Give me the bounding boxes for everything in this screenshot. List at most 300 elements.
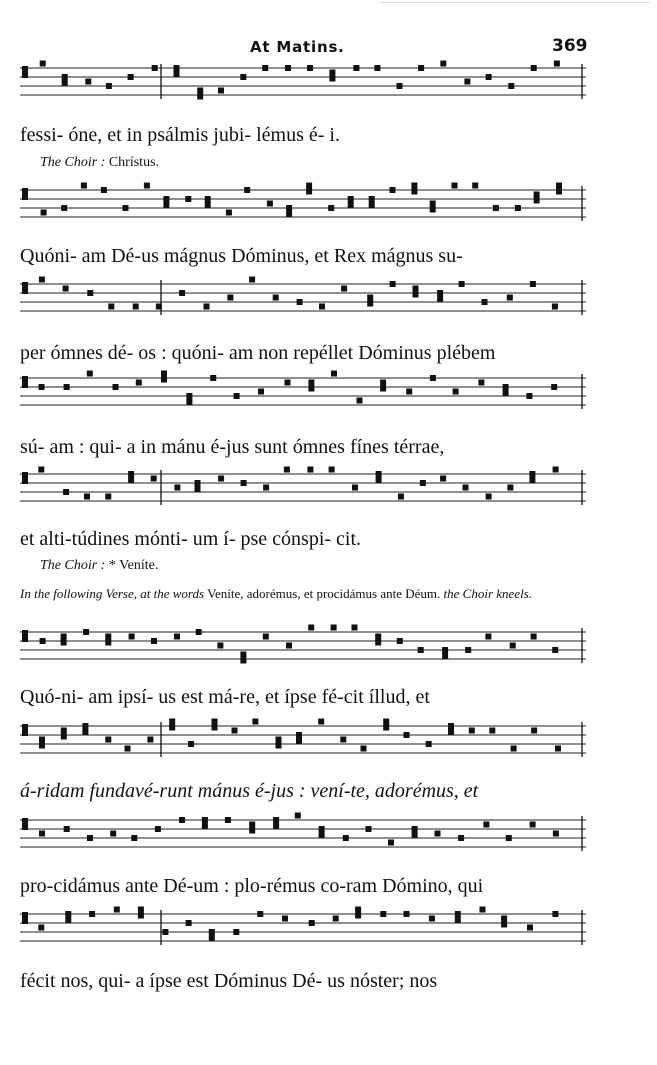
choir-rubric [40, 155, 159, 171]
neume-note [552, 304, 558, 310]
neume-note [61, 640, 67, 646]
neume-note [506, 835, 512, 841]
neume-note [552, 647, 558, 653]
neume-note [376, 477, 382, 483]
neume-note [61, 734, 67, 740]
neume-note [155, 826, 161, 832]
neume-note [195, 480, 201, 486]
clef-mark [22, 630, 28, 642]
neume-note [459, 281, 465, 287]
neume-note [411, 189, 417, 195]
neume-note [174, 634, 180, 640]
neume-note [465, 647, 471, 653]
neume-note [380, 386, 386, 392]
kneeling-instruction [20, 586, 586, 602]
neume-note [486, 494, 492, 500]
neume-note [343, 835, 349, 841]
running-title: At Matins. [250, 38, 345, 56]
neume-note [40, 61, 46, 67]
neume-note [420, 480, 426, 486]
neume-note [276, 743, 282, 749]
neume-note [340, 737, 346, 743]
neume-note [85, 79, 91, 85]
staff-notation [20, 276, 586, 328]
neume-note [240, 74, 246, 80]
neume-note [406, 389, 412, 395]
instruction-italic-end: the Choir kneels. [443, 586, 532, 601]
neume-note [348, 202, 354, 208]
neume-note [398, 494, 404, 500]
neume-note [286, 643, 292, 649]
neume-note [105, 494, 111, 500]
neume-note [508, 83, 514, 89]
neume-note [307, 467, 313, 473]
neume-note [507, 485, 513, 491]
neume-note [87, 835, 93, 841]
neume-note [136, 380, 142, 386]
neume-note [455, 911, 461, 917]
neume-note [39, 737, 45, 743]
neume-note [472, 183, 478, 189]
neume-note [185, 196, 191, 202]
clef-mark [22, 376, 28, 388]
neume-note [110, 831, 116, 837]
neume-note [426, 741, 432, 747]
neume-note [390, 281, 396, 287]
neume-note [196, 629, 202, 635]
neume-note [114, 907, 120, 913]
neume-note [341, 286, 347, 292]
neume-note [390, 187, 396, 193]
neume-note [331, 371, 337, 377]
staff-notation [20, 60, 586, 112]
neume-note [179, 290, 185, 296]
neume-note [369, 196, 375, 202]
neume-note [352, 625, 358, 631]
neume-note [212, 725, 218, 731]
neume-note [209, 929, 215, 935]
neume-note [285, 65, 291, 71]
neume-note [273, 823, 279, 829]
neume-note [234, 393, 240, 399]
neume-note [489, 728, 495, 734]
neume-note [82, 723, 88, 729]
neume-note [527, 925, 533, 931]
lyric-line: et alti-túdines mónti- um í- pse cónspi- cit. [20, 528, 362, 550]
neume-note [503, 390, 509, 396]
neume-note [295, 813, 301, 819]
neume-note [106, 83, 112, 89]
neume-note [101, 187, 107, 193]
neume-note [105, 634, 111, 640]
chant-staff [20, 624, 586, 676]
neume-note [430, 375, 436, 381]
neume-note [147, 737, 153, 743]
neume-note [39, 384, 45, 390]
neume-note [554, 61, 560, 67]
neume-note [197, 88, 203, 94]
neume-note [529, 471, 535, 477]
neume-note [455, 917, 461, 923]
neume-note [227, 295, 233, 301]
neume-note [552, 911, 558, 917]
neume-note [510, 643, 516, 649]
neume-note [501, 922, 507, 928]
neume-note [333, 916, 339, 922]
neume-note [437, 296, 443, 302]
neume-note [485, 634, 491, 640]
neume-note [179, 817, 185, 823]
neume-note [412, 832, 418, 838]
neume-note [493, 205, 499, 211]
neume-note [534, 198, 540, 204]
clef-mark [22, 66, 28, 78]
neume-note [319, 826, 325, 832]
neume-note [123, 205, 129, 211]
neume-note [429, 916, 435, 922]
page-number: 369 [552, 36, 588, 56]
neume-note [404, 911, 410, 917]
neume-note [555, 746, 561, 752]
neume-note [65, 911, 71, 917]
neume-note [375, 634, 381, 640]
neume-note [233, 929, 239, 935]
neume-note [319, 304, 325, 310]
lyric-line: fécit nos, qui- a ípse est Dóminus Dé- us nóster; nos [20, 970, 438, 992]
neume-note [161, 377, 167, 383]
neume-note [263, 485, 269, 491]
chant-staff [20, 466, 586, 518]
neume-note [366, 826, 372, 832]
neume-note [244, 187, 250, 193]
neume-note [515, 205, 521, 211]
neume-note [511, 746, 517, 752]
neume-note [355, 913, 361, 919]
neume-note [367, 301, 373, 307]
neume-note [531, 65, 537, 71]
neume-note [263, 634, 269, 640]
neume-note [348, 196, 354, 202]
top-edge-rule [380, 2, 650, 3]
neume-note [204, 304, 210, 310]
neume-note [174, 71, 180, 77]
clef-mark [22, 472, 28, 484]
neume-note [257, 911, 263, 917]
neume-note [448, 723, 454, 729]
neume-note [374, 65, 380, 71]
neume-note [84, 494, 90, 500]
neume-note [128, 477, 134, 483]
neume-note [197, 94, 203, 100]
neume-note [64, 826, 70, 832]
neume-note [64, 384, 70, 390]
neume-note [89, 911, 95, 917]
neume-note [355, 907, 361, 913]
neume-note [249, 828, 255, 834]
neume-note [163, 196, 169, 202]
neume-note [62, 74, 68, 80]
neume-note [551, 384, 557, 390]
neume-note [464, 79, 470, 85]
neume-note [195, 486, 201, 492]
lyric-line: pro-cidámus ante Dé-um : plo-rémus co-ram Dómino, qui [20, 875, 484, 897]
staff-notation [20, 370, 586, 422]
neume-note [39, 743, 45, 749]
neume-note [186, 393, 192, 399]
neume-note [240, 658, 246, 664]
neume-note [169, 725, 175, 731]
neume-note [151, 476, 157, 482]
neume-note [38, 925, 44, 931]
neume-note [418, 647, 424, 653]
neume-note [531, 728, 537, 734]
neume-note [306, 189, 312, 195]
chant-staff [20, 182, 586, 234]
neume-note [482, 299, 488, 305]
neume-note [162, 929, 168, 935]
neume-note [380, 911, 386, 917]
neume-note [285, 380, 291, 386]
neume-note [478, 380, 484, 386]
neume-note [453, 389, 459, 395]
staff-notation [20, 906, 586, 958]
neume-note [357, 398, 363, 404]
chant-staff [20, 370, 586, 422]
neume-note [131, 835, 137, 841]
neume-note [65, 917, 71, 923]
neume-note [249, 822, 255, 828]
neume-note [413, 286, 419, 292]
neume-note [218, 88, 224, 94]
neume-note [81, 183, 87, 189]
staff-notation [20, 466, 586, 518]
neume-note [209, 935, 215, 941]
neume-note [397, 638, 403, 644]
neume-note [63, 489, 69, 495]
neume-note [380, 380, 386, 386]
neume-note [276, 737, 282, 743]
neume-note [319, 832, 325, 838]
neume-note [367, 295, 373, 301]
neume-note [418, 65, 424, 71]
neume-note [486, 74, 492, 80]
neume-note [435, 831, 441, 837]
neume-note [273, 295, 279, 301]
rubric-role: The Choir : [40, 155, 106, 170]
neume-note [531, 634, 537, 640]
chant-staff [20, 276, 586, 328]
neume-note [273, 817, 279, 823]
neume-note [556, 183, 562, 189]
neume-note [39, 831, 45, 837]
neume-note [369, 202, 375, 208]
neume-note [151, 638, 157, 644]
lyric-line: fessi- óne, et in psálmis jubi- lémus é- i. [20, 124, 340, 146]
staff-notation [20, 718, 586, 770]
neume-note [188, 741, 194, 747]
neume-note [113, 384, 119, 390]
neume-note [404, 732, 410, 738]
rubric-text: Chrístus. [108, 155, 160, 170]
neume-note [413, 292, 419, 298]
neume-note [309, 920, 315, 926]
neume-note [297, 299, 303, 305]
neume-note [442, 647, 448, 653]
neume-note [87, 290, 93, 296]
instruction-italic: In the following Verse, at the words [20, 586, 205, 601]
chant-staff [20, 812, 586, 864]
neume-note [284, 467, 290, 473]
neume-note [553, 831, 559, 837]
neume-note [440, 61, 446, 67]
clef-mark [22, 282, 28, 294]
staff-notation [20, 624, 586, 676]
neume-note [296, 738, 302, 744]
rubric-role: The Choir : [40, 558, 106, 573]
chant-staff [20, 718, 586, 770]
neume-note [329, 467, 335, 473]
neume-note [217, 643, 223, 649]
neume-note [138, 907, 144, 913]
neume-note [232, 728, 238, 734]
neume-note [108, 304, 114, 310]
neume-note [39, 277, 45, 283]
neume-note [218, 476, 224, 482]
staff-notation [20, 812, 586, 864]
lyric-line: Quó-ni- am ipsí- us est má-re, et ípse fé-cit íllud, et [20, 686, 430, 708]
neume-note [286, 205, 292, 211]
neume-note [38, 467, 44, 473]
neume-note [448, 729, 454, 735]
neume-note [41, 210, 47, 216]
page-header [0, 34, 657, 58]
neume-note [534, 192, 540, 198]
neume-note [530, 822, 536, 828]
staff-notation [20, 182, 586, 234]
neume-note [411, 183, 417, 189]
neume-note [128, 471, 134, 477]
choir-rubric [40, 558, 158, 574]
neume-note [210, 375, 216, 381]
neume-note [353, 65, 359, 71]
lyric-line: sú- am : qui- a in mánu é-jus sunt ómnes fínes térrae, [20, 436, 445, 458]
neume-note [397, 83, 403, 89]
neume-note [205, 202, 211, 208]
neume-note [87, 371, 93, 377]
neume-note [125, 746, 131, 752]
neume-note [226, 210, 232, 216]
neume-note [144, 183, 150, 189]
neume-note [469, 728, 475, 734]
neume-note [440, 476, 446, 482]
clef-mark [22, 188, 28, 200]
clef-mark [22, 818, 28, 830]
neume-note [483, 822, 489, 828]
neume-note [307, 65, 313, 71]
neume-note [163, 202, 169, 208]
lyric-line: Quóni- am Dé-us mágnus Dóminus, et Rex mágnus su- [20, 245, 463, 267]
neume-note [501, 916, 507, 922]
neume-note [241, 480, 247, 486]
neume-note [361, 746, 367, 752]
chant-staff [20, 60, 586, 112]
neume-note [328, 205, 334, 211]
clef-mark [22, 724, 28, 736]
neume-note [306, 183, 312, 189]
rubric-text: * Veníte. [108, 558, 159, 573]
neume-note [252, 719, 258, 725]
neume-note [202, 823, 208, 829]
neume-note [249, 277, 255, 283]
lyric-line: per ómnes dé- os : quóni- am non repéllet Dóminus plébem [20, 342, 496, 364]
neume-note [128, 74, 134, 80]
neume-note [458, 835, 464, 841]
neume-note [318, 719, 324, 725]
neume-note [430, 201, 436, 207]
neume-note [329, 76, 335, 82]
neume-note [202, 817, 208, 823]
neume-note [105, 640, 111, 646]
neume-note [267, 201, 273, 207]
neume-note [286, 211, 292, 217]
neume-note [388, 840, 394, 846]
neume-note [62, 80, 68, 86]
neume-note [437, 290, 443, 296]
neume-note [375, 640, 381, 646]
neume-note [61, 728, 67, 734]
neume-note [412, 826, 418, 832]
neume-note [376, 471, 382, 477]
neume-note [296, 732, 302, 738]
neume-note [133, 304, 139, 310]
neume-note [530, 281, 536, 287]
clef-mark [22, 912, 28, 924]
neume-note [174, 485, 180, 491]
neume-note [463, 485, 469, 491]
neume-note [186, 399, 192, 405]
neume-note [61, 205, 67, 211]
neume-note [169, 719, 175, 725]
neume-note [152, 65, 158, 71]
neume-note [507, 295, 513, 301]
neume-note [212, 719, 218, 725]
neume-note [383, 719, 389, 725]
neume-note [308, 380, 314, 386]
neume-note [529, 477, 535, 483]
neume-note [308, 386, 314, 392]
neume-note [225, 817, 231, 823]
neume-note [383, 725, 389, 731]
neume-note [186, 920, 192, 926]
neume-note [503, 384, 509, 390]
neume-note [63, 286, 69, 292]
neume-note [174, 65, 180, 71]
neume-note [82, 729, 88, 735]
neume-note [331, 625, 337, 631]
neume-note [442, 653, 448, 659]
neume-note [480, 907, 486, 913]
neume-note [138, 913, 144, 919]
neume-note [352, 485, 358, 491]
neume-note [526, 393, 532, 399]
neume-note [61, 634, 67, 640]
neume-note [262, 65, 268, 71]
neume-note [205, 196, 211, 202]
neume-note [40, 638, 46, 644]
neume-note [105, 737, 111, 743]
instruction-words: Veníte, adorémus, et procidámus ante Déum. [207, 586, 441, 601]
neume-note [329, 70, 335, 76]
